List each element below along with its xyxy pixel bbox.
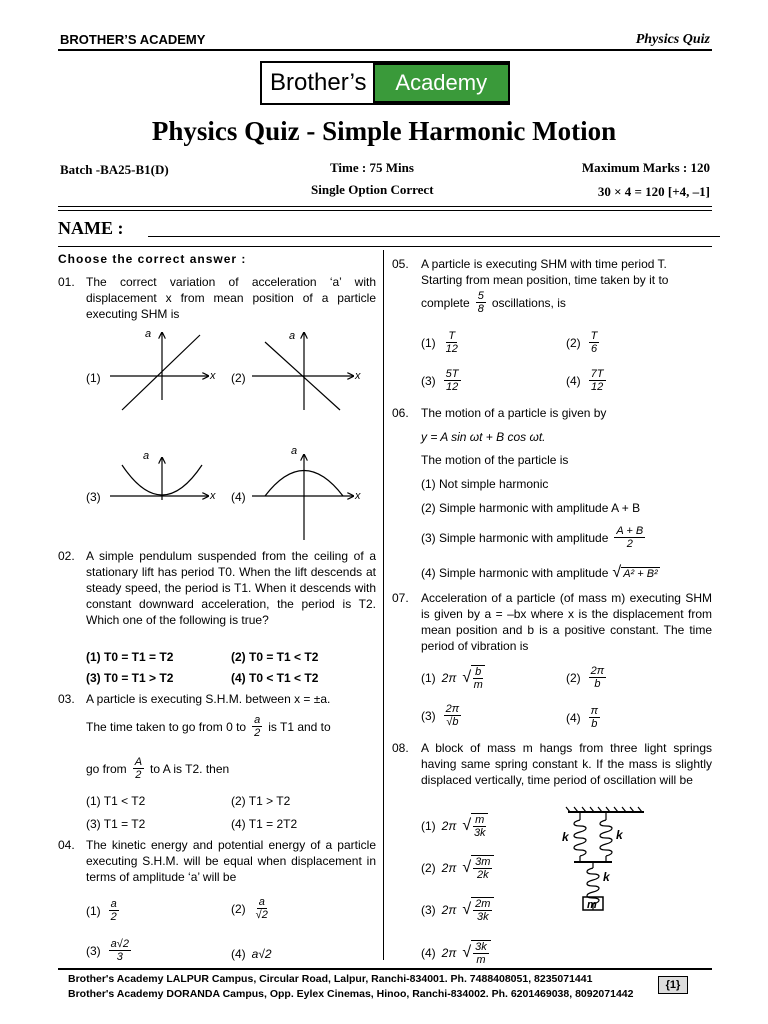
- graph-1-x-label: x: [210, 370, 216, 382]
- page-title: Physics Quiz - Simple Harmonic Motion: [151, 116, 617, 146]
- q3-line1: A particle is executing S.H.M. between x = ±a.: [86, 692, 331, 706]
- graph-3-a-label: a: [143, 450, 150, 462]
- q1-option-3[interactable]: (3): [86, 490, 101, 504]
- q6-option-3[interactable]: (3) Simple harmonic with amplitude $\frac{A + B}{2}$: [421, 525, 644, 550]
- q5-option-2[interactable]: (2) $\frac{T}{6}$: [566, 330, 598, 355]
- q2-option-1[interactable]: (1) T0 = T1 = T2: [86, 650, 174, 664]
- q5-line2: Starting from mean position, time taken by it to: [421, 273, 669, 287]
- header-left: BROTHER’S ACADEMY: [60, 32, 206, 47]
- batch-info: Batch -BA25-B1(D): [60, 162, 169, 177]
- graph-4-a-label: a: [291, 445, 298, 457]
- q1-number: 01.: [58, 275, 75, 289]
- spring-k-right: k: [616, 828, 623, 842]
- graph-2-a-label: a: [289, 330, 296, 342]
- q2-text: A simple pendulum suspended from the ceiling of a stationary lift has period T0. When the lift descends at steady speed, the period is T1. When it descends with constant downward acceleration, the period is T2. Which one of the following is true?: [86, 549, 376, 627]
- q4-number: 04.: [58, 838, 75, 852]
- graph-1: [110, 333, 208, 410]
- time-info: Time : 75 Mins: [330, 160, 414, 175]
- q4-option-2[interactable]: (2) $\frac{a}{√2}$: [231, 896, 268, 921]
- q4-option-3[interactable]: (3) $\frac{a√2}{3}$: [86, 938, 129, 963]
- q4-option-1[interactable]: (1) $\frac{a}{2}$: [86, 898, 117, 923]
- graph-4: [252, 455, 353, 540]
- q6-option-2[interactable]: (2) Simple harmonic with amplitude A + B: [421, 501, 641, 515]
- q3-line3: go from $\frac{A}{2}$ to A is T2. then: [86, 756, 230, 781]
- q7-option-1[interactable]: (1) 2π √ b m: [421, 665, 485, 691]
- q7-option-4[interactable]: (4) $\frac{\pi}{b}$: [566, 705, 599, 730]
- graph-2-x-label: x: [355, 370, 361, 382]
- q6-line2: The motion of the particle is: [421, 453, 569, 467]
- q1-text: The correct variation of acceleration ‘a’ with displacement x from mean position of a particle executing SHM is: [86, 275, 376, 321]
- q5-option-1[interactable]: (1) $\frac{T}{12}$: [421, 330, 458, 355]
- q8-option-4[interactable]: (4) 2π √ 3k m: [421, 940, 491, 966]
- q1-option-1[interactable]: (1): [86, 371, 101, 385]
- q6-line1: The motion of a particle is given by: [421, 406, 607, 420]
- q8-text: A block of mass m hangs from three light springs having same spring constant k. If the mass is slightly displaced vertically, time period of oscillation will be: [421, 741, 712, 787]
- q4-option-4[interactable]: (4) a√2: [231, 947, 272, 961]
- graph-4-x-label: x: [355, 490, 361, 502]
- q6-equation: y = A sin ωt + B cos ωt.: [421, 430, 546, 444]
- q2-number: 02.: [58, 549, 75, 563]
- q6-number: 06.: [392, 406, 409, 420]
- q6-option-4[interactable]: (4) Simple harmonic with amplitude √ A² + B²: [421, 564, 658, 581]
- footer-line-1: Brother's Academy LALPUR Campus, Circular Road, Lalpur, Ranchi-834001. Ph. 7488408051, 8235071441: [68, 973, 593, 985]
- name-label: NAME :: [58, 218, 124, 238]
- q5-option-3[interactable]: (3) $\frac{5T}{12}$: [421, 368, 459, 393]
- page-number: {1}: [658, 976, 688, 994]
- logo-academy: Academy: [373, 63, 511, 103]
- q3-option-1[interactable]: (1) T1 < T2: [86, 794, 146, 808]
- q5-number: 05.: [392, 257, 409, 271]
- max-marks: Maximum Marks : 120: [581, 160, 710, 175]
- q8-option-2[interactable]: (2) 2π √ 3m 2k: [421, 855, 494, 881]
- q2-option-2[interactable]: (2) T0 = T1 < T2: [231, 650, 319, 664]
- instruction: Choose the correct answer :: [58, 252, 247, 266]
- q3-option-4[interactable]: (4) T1 = 2T2: [231, 817, 298, 831]
- spring-k-left: k: [562, 830, 569, 844]
- q7-text: Acceleration of a particle (of mass m) executing SHM is given by a = –bx where x is the displacement from mean position and b is a positive constant. The time period of vibration is: [421, 591, 712, 653]
- graph-3: [110, 458, 208, 500]
- q3-line2: The time taken to go from 0 to $\frac{a}{2}$ is T1 and to: [86, 714, 331, 739]
- q3-option-2[interactable]: (2) T1 > T2: [231, 794, 291, 808]
- graph-1-a-label: a: [145, 328, 152, 340]
- q1-option-4[interactable]: (4): [231, 490, 246, 504]
- q3-option-3[interactable]: (3) T1 = T2: [86, 817, 146, 831]
- q5-line3: complete $\frac{5}{8}$ oscillations, is: [421, 290, 566, 315]
- q8-number: 08.: [392, 741, 409, 755]
- q7-option-3[interactable]: (3) $\frac{2\pi}{√b}$: [421, 703, 460, 728]
- q2-option-3[interactable]: (3) T0 = T1 > T2: [86, 671, 174, 685]
- q7-option-2[interactable]: (2) $\frac{2\pi}{b}$: [566, 665, 605, 690]
- question-type: Single Option Correct: [311, 182, 434, 197]
- header-right: Physics Quiz: [635, 32, 710, 47]
- spring-system-diagram: [566, 807, 644, 910]
- q3-number: 03.: [58, 692, 75, 706]
- q5-option-4[interactable]: (4) $\frac{7T}{12}$: [566, 368, 604, 393]
- q1-option-2[interactable]: (2): [231, 371, 246, 385]
- q4-text: The kinetic energy and potential energy of a particle executing S.H.M. will be equal when displacement in terms of amplitude ‘a’ will be: [86, 838, 376, 884]
- footer-line-2: Brother's Academy DORANDA Campus, Opp. Eylex Cinemas, Hinoo, Ranchi-834002. Ph. 6201469038, 8092071442: [68, 988, 634, 1000]
- q6-option-1[interactable]: (1) Not simple harmonic: [421, 477, 549, 491]
- q8-option-1[interactable]: (1) 2π √ m 3k: [421, 813, 488, 839]
- q2-option-4[interactable]: (4) T0 < T1 < T2: [231, 671, 319, 685]
- graph-3-x-label: x: [210, 490, 216, 502]
- q7-number: 07.: [392, 591, 409, 605]
- logo-brother: Brother’s: [270, 69, 367, 96]
- graph-2: [252, 333, 353, 410]
- q8-option-3[interactable]: (3) 2π √ 2m 3k: [421, 897, 494, 923]
- spring-k-bottom: k: [603, 870, 610, 884]
- q5-line1: A particle is executing SHM with time period T.: [421, 257, 667, 271]
- block-mass-label: m: [587, 899, 597, 911]
- marking-scheme: 30 × 4 = 120 [+4, –1]: [597, 184, 710, 199]
